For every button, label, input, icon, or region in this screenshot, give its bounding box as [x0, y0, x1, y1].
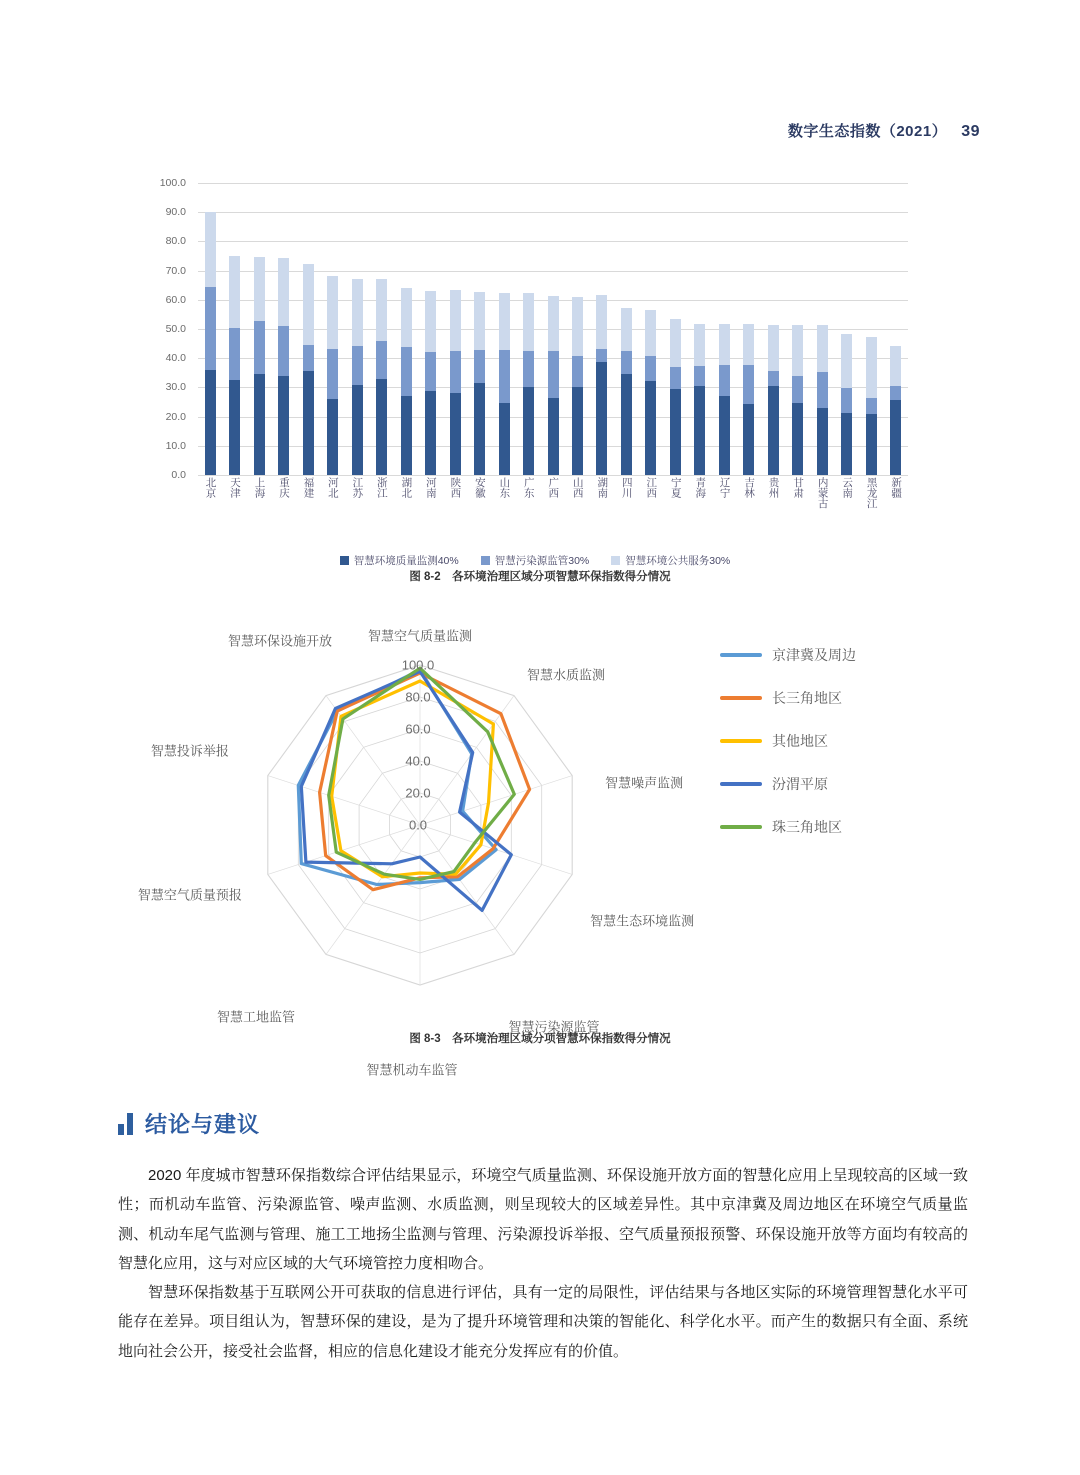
bar-segment [621, 308, 632, 351]
bar-segment [890, 386, 901, 400]
radar-legend-label: 京津冀及周边 [772, 647, 856, 663]
bar-segment [792, 403, 803, 475]
bar-segment [670, 367, 681, 389]
bar-legend-label: 智慧环境公共服务30% [625, 555, 731, 567]
bar-segment [817, 408, 828, 475]
bar-legend-item[interactable] [340, 553, 459, 568]
bar-chart-plot-area [198, 183, 908, 475]
bar-chart-x-tick: 山西 [571, 477, 584, 498]
bar-segment [548, 296, 559, 351]
bar-column [271, 183, 295, 475]
bar-segment [425, 291, 436, 352]
bar-column [418, 183, 442, 475]
bar-chart-y-axis [140, 175, 192, 481]
radar-r-tick: 0.0 [408, 817, 428, 833]
radar-r-tick: 60.0 [405, 721, 431, 737]
bar-chart-x-tick: 安徽 [473, 477, 486, 498]
radar-legend-item[interactable] [720, 731, 856, 751]
bar-chart-figure [140, 175, 930, 575]
figure-8-3-caption: 图 8-3 各环境治理区域分项智慧环保指数得分情况 [409, 1033, 671, 1045]
radar-axis-label: 智慧生态环境监测 [590, 913, 695, 929]
bar-column [761, 183, 785, 475]
bar-segment [352, 346, 363, 385]
bar-chart-legend [140, 553, 930, 568]
bar-segment [401, 347, 412, 396]
bar-chart-x-tick: 四川 [620, 477, 633, 498]
bar-segment [621, 351, 632, 374]
bar-column [590, 183, 614, 475]
page-header [788, 120, 980, 141]
radar-r-tick: 80.0 [405, 689, 431, 705]
bar-chart-x-tick: 上海 [253, 477, 266, 498]
radar-r-tick: 100.0 [401, 657, 435, 673]
bar-segment [890, 400, 901, 475]
bar-column [394, 183, 418, 475]
bar-chart-x-tick: 福建 [302, 477, 315, 498]
radar-spoke [268, 776, 420, 825]
bar-legend-label: 智慧污染源监管30% [494, 555, 590, 567]
radar-axis-label: 智慧机动车监管 [366, 1062, 458, 1078]
bar-chart-x-tick: 江苏 [351, 477, 364, 498]
radar-axis-label: 智慧空气质量预报 [137, 887, 242, 903]
bar-segment [229, 328, 240, 381]
bar-column [198, 183, 222, 475]
bar-segment [792, 325, 803, 376]
bar-segment [303, 371, 314, 475]
bar-segment [499, 293, 510, 350]
legend-swatch-icon [611, 556, 620, 565]
bar-column [663, 183, 687, 475]
radar-legend-label: 长三角地区 [772, 690, 842, 706]
bar-column [614, 183, 638, 475]
radar-r-tick: 40.0 [405, 753, 431, 769]
bar-chart-x-tick: 河南 [424, 477, 437, 498]
legend-swatch-icon [481, 556, 490, 565]
bar-column [786, 183, 810, 475]
bar-segment [352, 385, 363, 475]
bar-chart-x-tick: 北京 [204, 477, 217, 498]
bar-legend-label: 智慧环境质量监测40% [353, 555, 459, 567]
bar-segment [278, 376, 289, 475]
bar-column [443, 183, 467, 475]
bar-segment [572, 387, 583, 475]
bar-segment [768, 386, 779, 475]
bar-chart-y-tick: 30.0 [165, 381, 186, 394]
bar-column [345, 183, 369, 475]
radar-axis-label: 智慧污染源监管 [508, 1019, 600, 1035]
bar-chart-x-tick: 广东 [522, 477, 535, 498]
bar-chart-x-tick: 辽宁 [718, 477, 731, 498]
bar-chart-y-tick: 10.0 [165, 439, 186, 452]
bar-segment [327, 276, 338, 349]
bar-segment [205, 370, 216, 475]
bar-column [222, 183, 246, 475]
bar-chart-x-tick: 重庆 [277, 477, 290, 498]
bar-chart-x-tick: 江西 [645, 477, 658, 498]
bar-segment [841, 334, 852, 388]
bar-segment [694, 324, 705, 366]
bar-chart-x-tick: 新疆 [890, 477, 903, 498]
bar-column [810, 183, 834, 475]
bar-segment [327, 349, 338, 399]
bar-chart-x-tick: 贵州 [767, 477, 780, 498]
bar-segment [548, 351, 559, 398]
bar-segment [596, 295, 607, 350]
radar-legend-label: 汾渭平原 [772, 776, 828, 792]
bar-column [712, 183, 736, 475]
bar-legend-item[interactable] [611, 553, 730, 568]
bar-segment [303, 264, 314, 346]
bar-chart-x-tick: 湖南 [596, 477, 609, 498]
bar-segment [890, 346, 901, 386]
radar-axis-label: 智慧水质监测 [527, 667, 606, 683]
bar-segment [572, 356, 583, 386]
bar-segment [401, 396, 412, 475]
bar-segment [621, 374, 632, 475]
bar-chart-x-tick: 内蒙古 [816, 477, 829, 509]
bar-segment [743, 404, 754, 475]
bar-segment [303, 345, 314, 371]
section-heading [118, 1108, 968, 1139]
bar-segment [817, 325, 828, 373]
radar-legend-item[interactable] [720, 774, 856, 794]
bar-segment [474, 383, 485, 475]
bar-chart-x-tick: 湖北 [400, 477, 413, 498]
bar-segment [719, 365, 730, 396]
bar-segment [596, 349, 607, 362]
bar-chart-x-tick: 河北 [326, 477, 339, 498]
radar-legend-label: 其他地区 [772, 733, 828, 749]
bar-segment [376, 379, 387, 475]
bar-chart-x-tick: 云南 [841, 477, 854, 498]
bar-column [247, 183, 271, 475]
bar-segment [841, 413, 852, 475]
radar-axis-label: 智慧空气质量监测 [367, 628, 473, 644]
bar-segment [523, 351, 534, 388]
bar-chart-columns [198, 183, 908, 475]
bar-segment [548, 398, 559, 475]
conclusion-section [118, 1108, 968, 1366]
bar-chart-y-tick: 100.0 [159, 177, 186, 189]
bar-segment [719, 324, 730, 365]
bar-segment [450, 351, 461, 394]
bar-segment [768, 371, 779, 386]
bar-segment [694, 366, 705, 386]
bar-segment [474, 350, 485, 383]
bar-chart-x-tick: 广西 [547, 477, 560, 498]
bar-segment [866, 398, 877, 414]
bar-segment [719, 396, 730, 475]
bar-chart-y-tick: 70.0 [165, 264, 186, 277]
bar-segment [376, 341, 387, 378]
bar-chart-y-tick: 60.0 [165, 293, 186, 306]
bar-segment [768, 325, 779, 371]
bar-segment [817, 372, 828, 408]
bar-chart-x-tick: 宁夏 [669, 477, 682, 498]
bar-chart-x-tick: 青海 [694, 477, 707, 498]
bar-segment [205, 287, 216, 371]
bar-segment [450, 290, 461, 350]
bar-chart-y-tick: 40.0 [165, 352, 186, 365]
bar-segment [866, 414, 877, 475]
bar-segment [278, 258, 289, 327]
bar-segment [694, 386, 705, 475]
bar-column [541, 183, 565, 475]
bar-chart-x-tick: 甘肃 [792, 477, 805, 498]
radar-legend-item[interactable] [720, 688, 856, 708]
legend-line-icon [720, 653, 762, 657]
bar-column [884, 183, 908, 475]
bar-column [688, 183, 712, 475]
bar-segment [205, 212, 216, 286]
bar-segment [645, 381, 656, 475]
bar-segment [376, 279, 387, 341]
radar-chart-legend [720, 645, 856, 837]
bar-segment [572, 297, 583, 356]
bar-chart-x-tick: 黑龙江 [865, 477, 878, 509]
bar-segment [841, 388, 852, 413]
bar-chart-x-tick: 浙江 [375, 477, 388, 498]
radar-axis-label: 智慧噪声监测 [605, 775, 684, 791]
bar-segment [866, 337, 877, 398]
bar-segment [229, 256, 240, 328]
bar-chart-gridline [198, 475, 908, 476]
bar-legend-item[interactable] [481, 553, 590, 568]
bar-segment [499, 403, 510, 475]
bar-segment [743, 324, 754, 365]
bar-segment [450, 393, 461, 475]
bar-column [492, 183, 516, 475]
bar-segment [278, 326, 289, 376]
bar-segment [499, 350, 510, 403]
bar-column [467, 183, 491, 475]
page-number: 39 [961, 123, 980, 140]
bar-chart-x-tick: 天津 [228, 477, 241, 498]
radar-legend-item[interactable] [720, 817, 856, 837]
conclusion-paragraph-2: 智慧环保指数基于互联网公开可获取的信息进行评估，具有一定的局限性，评估结果与各地区实际的环境管理智慧化水平可能存在差异。项目组认为，智慧环保的建设，是为了提升环境管理和决策的智能化、科学化水平。而产生的数据只有全面、系统地向社会公开，接受社会监督，相应的信息化建设才能充分发挥应有的价值。 [118, 1284, 968, 1360]
bar-segment [523, 387, 534, 475]
bar-chart-x-tick: 吉林 [743, 477, 756, 498]
bar-column [320, 183, 344, 475]
section-title: 结论与建议 [145, 1112, 261, 1137]
bar-segment [401, 288, 412, 347]
conclusion-paragraph-1: 2020 年度城市智慧环保指数综合评估结果显示，环境空气质量监测、环保设施开放方面的智慧化应用上呈现较高的区域一致性；而机动车监管、污染源监管、噪声监测、水质监测，则呈现较大的区域差异性。其中京津冀及周边地区在环境空气质量监测、机动车尾气监测与管理、施工工地扬尘监测与管理、污染源投诉举报、空气质量预报预警、环保设施开放等方面均有较高的智慧化应用，这与对应区域的大气环境管控力度相吻合。 [118, 1167, 968, 1272]
legend-line-icon [720, 825, 762, 829]
bar-segment [254, 374, 265, 475]
legend-line-icon [720, 696, 762, 700]
bar-chart-x-tick: 陕西 [449, 477, 462, 498]
bar-chart-y-tick: 90.0 [165, 206, 186, 219]
bar-segment [474, 292, 485, 350]
bar-segment [670, 319, 681, 367]
bar-segment [743, 365, 754, 404]
bar-chart-y-tick: 0.0 [171, 469, 186, 481]
radar-axis-label: 智慧投诉举报 [150, 743, 229, 759]
bar-chart-y-tick: 80.0 [165, 235, 186, 248]
bar-segment [254, 257, 265, 321]
radar-legend-label: 珠三角地区 [772, 819, 842, 835]
bar-segment [523, 293, 534, 351]
radar-legend-item[interactable] [720, 645, 856, 665]
radar-r-tick: 20.0 [405, 785, 431, 801]
bar-chart-x-axis [198, 477, 908, 539]
bar-segment [327, 399, 338, 475]
bar-column [835, 183, 859, 475]
bar-chart-y-tick: 50.0 [165, 323, 186, 335]
figure-8-2-caption: 图 8-2 各环境治理区域分项智慧环保指数得分情况 [409, 571, 671, 583]
radar-axis-label: 智慧工地监管 [216, 1009, 295, 1025]
bar-segment [425, 352, 436, 391]
bar-chart-icon [118, 1113, 133, 1135]
bar-segment [645, 310, 656, 357]
bar-chart-y-tick: 20.0 [165, 410, 186, 423]
legend-line-icon [720, 739, 762, 743]
radar-axis-label: 智慧环保设施开放 [227, 633, 332, 649]
bar-column [516, 183, 540, 475]
bar-segment [792, 376, 803, 404]
bar-column [296, 183, 320, 475]
bar-segment [670, 389, 681, 475]
bar-column [369, 183, 393, 475]
bar-segment [645, 356, 656, 380]
bar-segment [352, 279, 363, 346]
bar-chart-x-tick: 山东 [498, 477, 511, 498]
bar-segment [254, 321, 265, 374]
legend-line-icon [720, 782, 762, 786]
bar-column [737, 183, 761, 475]
bar-segment [229, 380, 240, 475]
bar-segment [596, 362, 607, 475]
bar-segment [425, 391, 436, 475]
bar-column [859, 183, 883, 475]
bar-column [565, 183, 589, 475]
bar-column [639, 183, 663, 475]
legend-swatch-icon [340, 556, 349, 565]
header-title: 数字生态指数（2021） [787, 123, 948, 140]
